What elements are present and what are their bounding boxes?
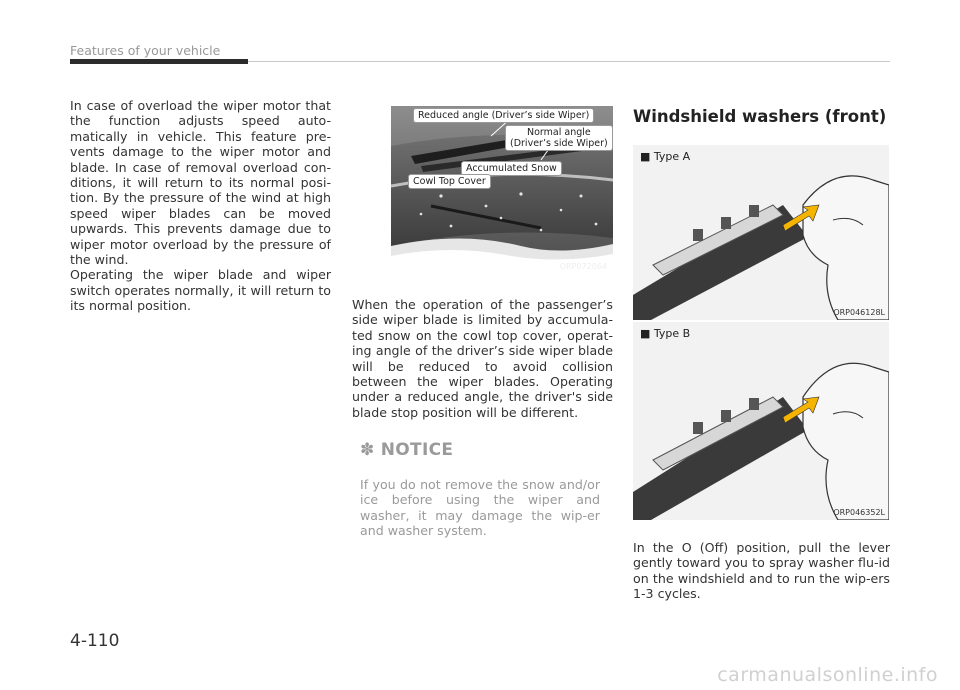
figure-code: ORP046128L: [833, 308, 885, 317]
notice-text: [360, 477, 600, 539]
notice-title: NOTICE: [380, 440, 454, 460]
paragraph: In the O (Off) position, pull the lever gently toward you to spray washer flu-id on the windshield and to run the wip-ers 1-3 cycles.: [633, 540, 890, 602]
header-section-title: Features of your vehicle: [70, 43, 221, 58]
wiper-lever-illustration: [633, 145, 889, 320]
callout-cowl-top-cover: Cowl Top Cover: [408, 174, 491, 189]
type-b-label: ■ Type B: [640, 327, 691, 340]
watermark: carmanualsonline.info: [717, 664, 938, 686]
type-a-label: ■ Type A: [640, 150, 691, 163]
callout-accumulated-snow: Accumulated Snow: [461, 161, 562, 176]
type-a-figure: [633, 145, 889, 320]
wiper-lever-illustration: [633, 322, 889, 520]
figure-code: ORP072064: [559, 262, 607, 271]
section-title: Windshield washers (front): [633, 107, 887, 126]
callout-reduced-angle: Reduced angle (Driver’s side Wiper): [413, 108, 594, 123]
figure-code: ORP046352L: [833, 508, 885, 517]
wiper-angle-figure: [391, 106, 613, 274]
column-2-text: [352, 297, 613, 420]
header-line: [248, 61, 890, 62]
type-b-figure: [633, 322, 889, 520]
paragraph: Operating the wiper blade and wiper switch operates normally, it will return to its normal position.: [70, 267, 331, 314]
notice-heading: [360, 440, 453, 460]
page-number: 4-110: [70, 631, 120, 651]
callout-normal-angle-line1: Normal angle: [526, 127, 591, 138]
callout-normal-angle-line2: (Driver’s side Wiper): [510, 138, 608, 149]
paragraph: If you do not remove the snow and/or ice before using the wiper and washer, it may damage the wip-er and washer system.: [360, 477, 600, 539]
column-1-text: [70, 98, 331, 314]
paragraph: In case of overload the wiper motor that the function adjusts speed auto-matically in vehicle. This feature pre-vents damage to the wiper motor and blade. In case of removal overload con-ditions, it will return to its normal posi-tion. By the pressure of the wind at high speed wiper blades can be moved upwards. This prevents damage due to wiper motor overload by the pressure of the wind.: [70, 98, 331, 268]
header-bar: [70, 59, 248, 64]
column-3-text: [633, 540, 890, 602]
callout-normal-angle: [505, 125, 613, 151]
notice-asterisk-icon: ✽: [360, 440, 375, 460]
paragraph: When the operation of the passenger’s side wiper blade is limited by accumula-ted snow on the cowl top cover, operat-ing angle of the driver’s side wiper blade will be reduced to avoid collision between the wiper blades. Operating under a reduced angle, the driver's side blade stop position will be different.: [352, 297, 613, 420]
